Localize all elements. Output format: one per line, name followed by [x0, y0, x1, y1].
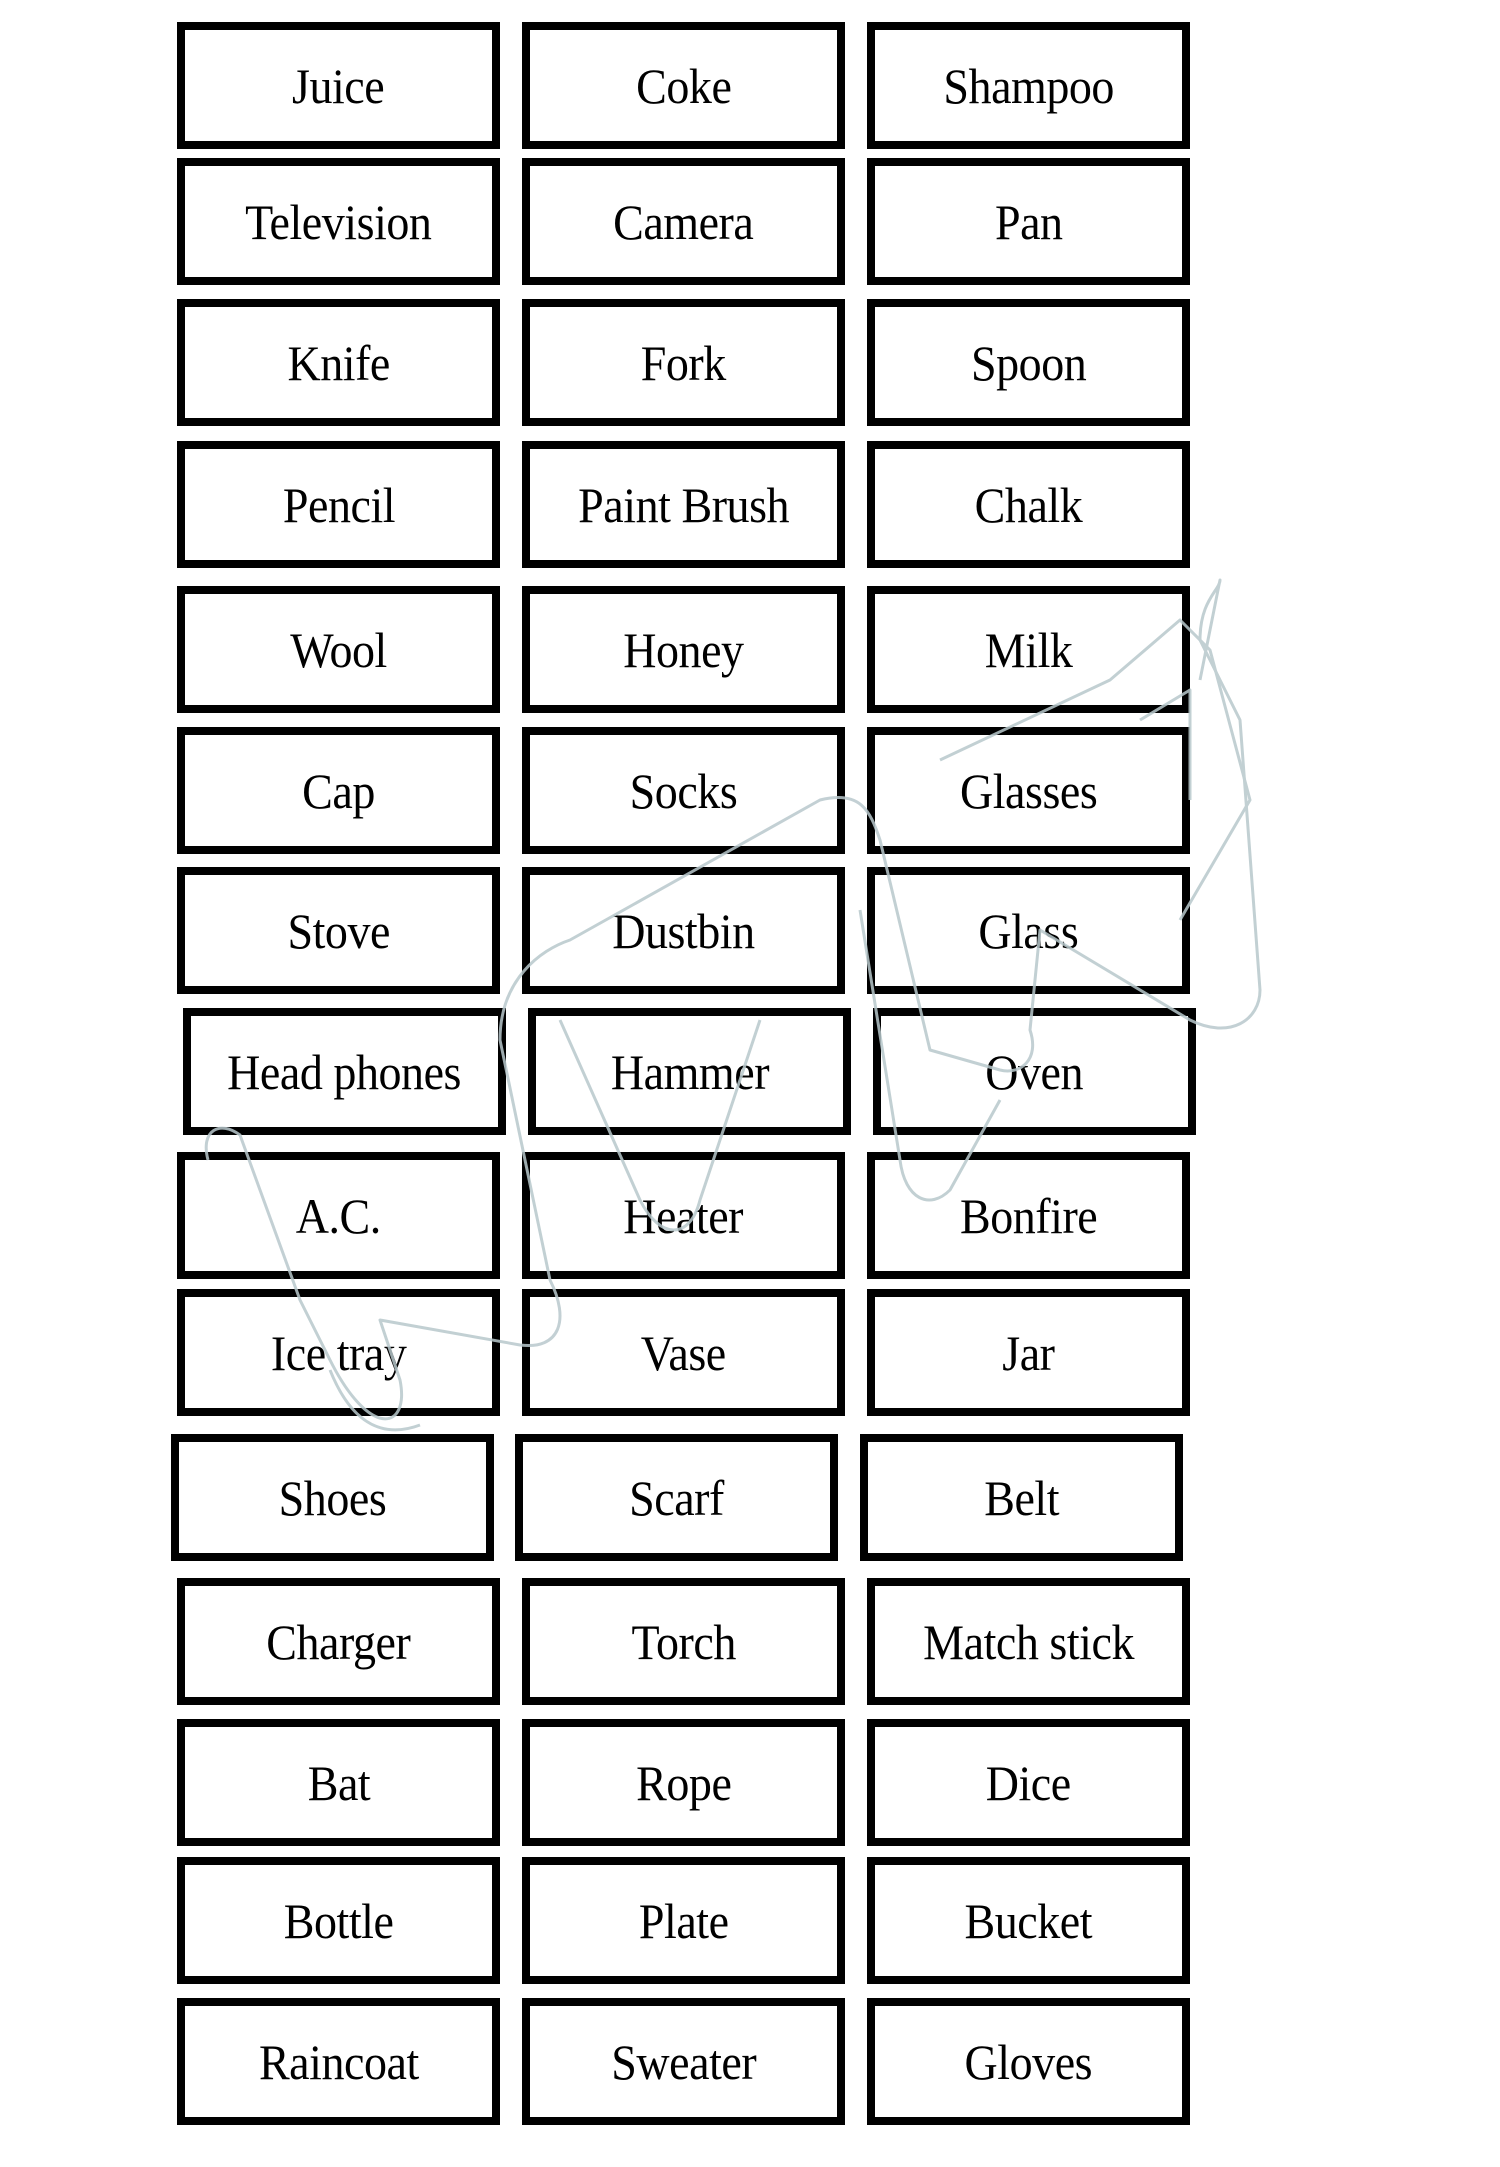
card-label: Dice [985, 1754, 1071, 1811]
card-label: Chalk [974, 476, 1083, 533]
card-label: Milk [984, 621, 1073, 678]
word-card [522, 867, 845, 994]
word-card [177, 299, 500, 426]
word-card [873, 1008, 1196, 1135]
word-card [860, 1434, 1183, 1561]
word-card [177, 867, 500, 994]
word-card [177, 158, 500, 285]
word-card [177, 1857, 500, 1984]
card-label: Gloves [964, 2033, 1093, 2090]
card-label: Charger [266, 1613, 411, 1670]
card-label: Juice [292, 57, 385, 114]
word-card [177, 1998, 500, 2125]
card-label: Wool [290, 621, 387, 678]
word-card [522, 1578, 845, 1705]
word-card [867, 441, 1190, 568]
word-card [183, 1008, 506, 1135]
word-card [867, 22, 1190, 149]
card-label: Shoes [278, 1469, 387, 1526]
card-label: Oven [985, 1043, 1084, 1100]
card-label: Head phones [227, 1043, 462, 1100]
card-label: Cap [302, 762, 375, 819]
word-card [867, 299, 1190, 426]
word-card [867, 867, 1190, 994]
card-label: Vase [640, 1324, 727, 1381]
card-label: Hammer [610, 1043, 769, 1100]
card-label: Knife [287, 334, 390, 391]
card-label: Dustbin [612, 902, 755, 959]
word-card [522, 299, 845, 426]
card-label: Match stick [923, 1613, 1134, 1670]
word-card [177, 586, 500, 713]
word-card [522, 586, 845, 713]
word-card [867, 1857, 1190, 1984]
card-label: Television [245, 193, 432, 250]
word-card [522, 441, 845, 568]
word-card [528, 1008, 851, 1135]
card-label: Plate [638, 1892, 729, 1949]
card-label: Stove [287, 902, 390, 959]
card-label: Heater [623, 1187, 744, 1244]
word-card [522, 727, 845, 854]
card-label: Sweater [611, 2033, 756, 2090]
card-label: Glasses [959, 762, 1098, 819]
card-label: Bucket [964, 1892, 1093, 1949]
card-label: Honey [623, 621, 744, 678]
word-card [522, 1998, 845, 2125]
word-card [177, 441, 500, 568]
card-label: Socks [629, 762, 738, 819]
card-label: Spoon [970, 334, 1087, 391]
card-label: Bat [307, 1754, 370, 1811]
word-card [867, 1578, 1190, 1705]
card-label: Scarf [629, 1469, 724, 1526]
word-card [177, 1719, 500, 1846]
card-label: Jar [1002, 1324, 1055, 1381]
card-label: Pan [994, 193, 1063, 250]
card-label: Raincoat [258, 2033, 419, 2090]
word-card [522, 1857, 845, 1984]
word-card [867, 1998, 1190, 2125]
word-card [867, 1289, 1190, 1416]
word-card [867, 1719, 1190, 1846]
card-label: Torch [631, 1613, 736, 1670]
card-label: Camera [613, 193, 754, 250]
word-card [867, 727, 1190, 854]
card-label: Belt [984, 1469, 1059, 1526]
word-card [867, 586, 1190, 713]
card-label: Fork [640, 334, 727, 391]
word-card [177, 1152, 500, 1279]
word-card [867, 158, 1190, 285]
word-card [522, 158, 845, 285]
card-label: A.C. [295, 1187, 382, 1244]
word-card [177, 1578, 500, 1705]
word-card [171, 1434, 494, 1561]
word-card [515, 1434, 838, 1561]
card-label: Bonfire [959, 1187, 1098, 1244]
word-card [522, 1289, 845, 1416]
card-label: Coke [635, 57, 732, 114]
word-card [522, 1152, 845, 1279]
word-card [177, 22, 500, 149]
card-label: Bottle [283, 1892, 394, 1949]
card-label: Ice tray [270, 1324, 407, 1381]
word-card [177, 727, 500, 854]
word-card [522, 1719, 845, 1846]
word-card [522, 22, 845, 149]
card-label: Pencil [282, 476, 395, 533]
card-label: Paint Brush [578, 476, 789, 533]
card-label: Glass [978, 902, 1079, 959]
card-label: Shampoo [943, 57, 1114, 114]
card-label: Rope [635, 1754, 732, 1811]
word-card [177, 1289, 500, 1416]
word-card [867, 1152, 1190, 1279]
